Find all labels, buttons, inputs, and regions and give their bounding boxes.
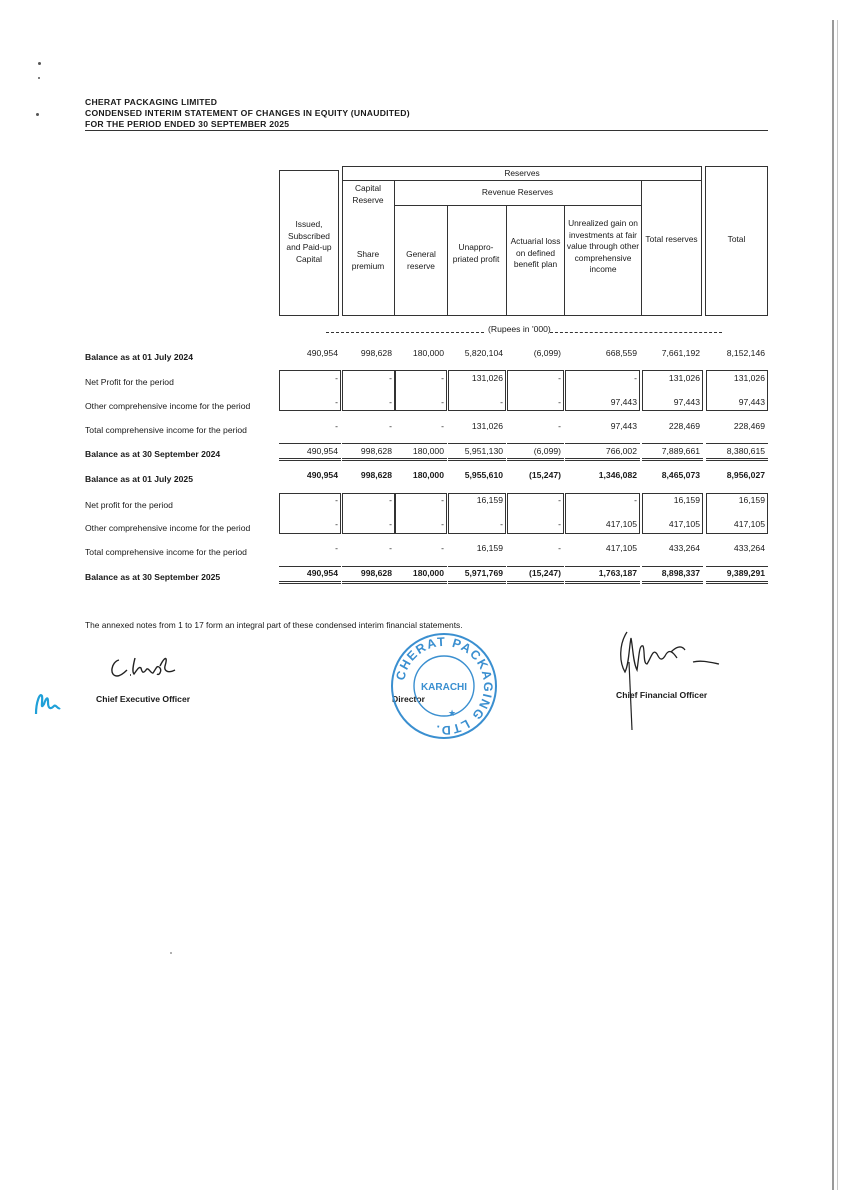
double-underline bbox=[342, 458, 395, 461]
table-cell: - bbox=[558, 519, 561, 529]
stamp-company: CHERAT PACKAGING LTD. bbox=[393, 634, 496, 738]
table-cell: 668,559 bbox=[605, 348, 637, 358]
table-cell: 8,152,146 bbox=[726, 348, 765, 358]
director-title: Director bbox=[392, 694, 425, 704]
header-rule bbox=[85, 130, 768, 131]
table-cell: 131,026 bbox=[668, 373, 700, 383]
table-cell: 998,628 bbox=[360, 348, 392, 358]
table-cell: - bbox=[389, 495, 392, 505]
col-divider bbox=[447, 205, 448, 316]
table-cell: - bbox=[558, 373, 561, 383]
header-revenue-reserves: Revenue Reserves bbox=[481, 187, 554, 197]
ceo-signature bbox=[105, 652, 180, 682]
double-underline bbox=[395, 458, 447, 461]
table-cell: 97,443 bbox=[610, 421, 637, 431]
subtotal-rule bbox=[279, 443, 341, 444]
table-cell: 998,628 bbox=[360, 446, 392, 456]
double-underline bbox=[342, 581, 395, 584]
table-cell: - bbox=[558, 495, 561, 505]
table-cell: - bbox=[441, 421, 444, 431]
table-cell: 490,954 bbox=[306, 348, 338, 358]
table-cell: 16,159 bbox=[476, 495, 503, 505]
col-header-paid-up-capital: Issued, Subscribed and Paid-up Capital bbox=[286, 219, 332, 264]
company-name: CHERAT PACKAGING LIMITED bbox=[85, 97, 218, 107]
table-cell: 180,000 bbox=[412, 446, 444, 456]
table-cell: 766,002 bbox=[605, 446, 637, 456]
annotation-mark bbox=[30, 688, 62, 720]
col-header-actuarial-loss: Actuarial loss on defined benefit plan bbox=[510, 236, 561, 269]
double-underline bbox=[395, 581, 447, 584]
table-cell: 97,443 bbox=[738, 397, 765, 407]
document-header bbox=[85, 97, 768, 130]
table-cell: 433,264 bbox=[668, 543, 700, 553]
table-cell: 433,264 bbox=[733, 543, 765, 553]
table-cell: - bbox=[335, 421, 338, 431]
units-dash-left bbox=[326, 332, 484, 333]
table-cell: 8,898,337 bbox=[661, 568, 700, 578]
double-underline bbox=[706, 458, 768, 461]
table-cell: 131,026 bbox=[471, 373, 503, 383]
col-header-total-reserves: Total reserves bbox=[645, 234, 698, 244]
table-cell: - bbox=[500, 397, 503, 407]
table-cell: - bbox=[500, 519, 503, 529]
row-label: Balance as at 30 September 2024 bbox=[85, 449, 221, 459]
table-cell: - bbox=[389, 421, 392, 431]
subtotal-rule bbox=[706, 566, 768, 567]
table-cell: 998,628 bbox=[360, 568, 392, 578]
col-divider bbox=[394, 180, 395, 316]
table-cell: 228,469 bbox=[733, 421, 765, 431]
subtotal-rule bbox=[642, 443, 703, 444]
table-cell: - bbox=[335, 519, 338, 529]
table-cell: - bbox=[441, 373, 444, 383]
table-cell: - bbox=[389, 373, 392, 383]
double-underline bbox=[706, 581, 768, 584]
table-cell: 7,889,661 bbox=[661, 446, 700, 456]
table-cell: - bbox=[441, 519, 444, 529]
row-label: Balance as at 01 July 2024 bbox=[85, 352, 193, 362]
table-cell: 8,380,615 bbox=[726, 446, 765, 456]
double-underline bbox=[565, 581, 640, 584]
table-cell: 417,105 bbox=[605, 519, 637, 529]
table-cell: - bbox=[441, 397, 444, 407]
table-cell: - bbox=[389, 397, 392, 407]
row-label: Total comprehensive income for the period bbox=[85, 547, 247, 557]
table-cell: 16,159 bbox=[476, 543, 503, 553]
table-cell: 16,159 bbox=[673, 495, 700, 505]
table-cell: - bbox=[634, 495, 637, 505]
page-edge-shadow bbox=[832, 20, 834, 1190]
double-underline bbox=[507, 458, 564, 461]
row-label: Other comprehensive income for the period bbox=[85, 523, 251, 533]
units-label: (Rupees in '000) bbox=[488, 324, 551, 334]
table-cell: 5,951,130 bbox=[464, 446, 503, 456]
row-label: Balance as at 30 September 2025 bbox=[85, 572, 221, 582]
table-cell: - bbox=[441, 495, 444, 505]
table-cell: - bbox=[558, 543, 561, 553]
table-cell: (15,247) bbox=[528, 568, 561, 578]
table-cell: 180,000 bbox=[412, 348, 444, 358]
table-cell: - bbox=[558, 421, 561, 431]
stamp-city: KARACHI bbox=[420, 682, 468, 693]
scan-speck bbox=[170, 952, 172, 954]
table-cell: - bbox=[441, 543, 444, 553]
table-cell: - bbox=[389, 543, 392, 553]
statement-title: CONDENSED INTERIM STATEMENT OF CHANGES IN EQUITY (UNAUDITED) bbox=[85, 108, 410, 118]
header-reserves: Reserves bbox=[504, 168, 540, 178]
col-header-unrealized-gain: Unrealized gain on investments at fair value through other comprehensive income bbox=[566, 218, 640, 274]
subtotal-rule bbox=[706, 443, 768, 444]
revenue-subrule bbox=[394, 205, 641, 206]
scan-speck bbox=[36, 113, 39, 116]
table-cell: - bbox=[335, 397, 338, 407]
table-cell: 5,971,769 bbox=[464, 568, 503, 578]
table-cell: 490,954 bbox=[306, 446, 338, 456]
row-label: Total comprehensive income for the period bbox=[85, 425, 247, 435]
subtotal-rule bbox=[642, 566, 703, 567]
table-cell: (15,247) bbox=[528, 470, 561, 480]
table-cell: 5,955,610 bbox=[464, 470, 503, 480]
col-header-share-premium: Share premium bbox=[351, 249, 385, 271]
statement-period: FOR THE PERIOD ENDED 30 SEPTEMBER 2025 bbox=[85, 119, 290, 129]
double-underline bbox=[279, 458, 341, 461]
table-cell: - bbox=[389, 519, 392, 529]
table-cell: 180,000 bbox=[412, 470, 444, 480]
table-cell: 97,443 bbox=[673, 397, 700, 407]
scan-speck bbox=[38, 77, 40, 79]
subtotal-rule bbox=[448, 566, 506, 567]
units-dash-right bbox=[550, 332, 722, 333]
table-cell: 490,954 bbox=[306, 470, 338, 480]
double-underline bbox=[642, 458, 703, 461]
reserves-subrule bbox=[342, 180, 702, 181]
table-cell: (6,099) bbox=[533, 348, 561, 358]
subtotal-rule bbox=[507, 443, 564, 444]
subtotal-rule bbox=[565, 566, 640, 567]
subtotal-rule bbox=[565, 443, 640, 444]
col-header-total: Total bbox=[727, 234, 746, 244]
table-cell: 417,105 bbox=[733, 519, 765, 529]
double-underline bbox=[565, 458, 640, 461]
table-cell: - bbox=[335, 543, 338, 553]
page-edge-shadow-2 bbox=[837, 20, 838, 1190]
table-cell: 97,443 bbox=[610, 397, 637, 407]
subtotal-rule bbox=[342, 443, 395, 444]
subtotal-rule bbox=[279, 566, 341, 567]
table-cell: 131,026 bbox=[471, 421, 503, 431]
ceo-title: Chief Executive Officer bbox=[96, 694, 191, 704]
company-stamp bbox=[388, 630, 500, 742]
double-underline bbox=[448, 581, 506, 584]
table-cell: - bbox=[335, 495, 338, 505]
header-capital-reserve: Capital Reserve bbox=[352, 183, 384, 205]
table-cell: 417,105 bbox=[605, 543, 637, 553]
table-cell: 16,159 bbox=[738, 495, 765, 505]
scan-speck bbox=[38, 62, 41, 65]
cfo-title: Chief Financial Officer bbox=[616, 690, 708, 700]
table-cell: 490,954 bbox=[306, 568, 338, 578]
row-label: Balance as at 01 July 2025 bbox=[85, 474, 193, 484]
col-header-unappropriated-profit: Unappro- priated profit bbox=[452, 242, 500, 264]
subtotal-rule bbox=[448, 443, 506, 444]
table-cell: - bbox=[558, 397, 561, 407]
double-underline bbox=[279, 581, 341, 584]
subtotal-rule bbox=[395, 566, 447, 567]
table-cell: 9,389,291 bbox=[726, 568, 765, 578]
row-label: Net Profit for the period bbox=[85, 377, 174, 387]
table-cell: 8,465,073 bbox=[661, 470, 700, 480]
table-cell: 228,469 bbox=[668, 421, 700, 431]
double-underline bbox=[448, 458, 506, 461]
table-cell: 417,105 bbox=[668, 519, 700, 529]
table-cell: 1,346,082 bbox=[598, 470, 637, 480]
double-underline bbox=[642, 581, 703, 584]
table-cell: - bbox=[335, 373, 338, 383]
cfo-signature bbox=[605, 618, 725, 738]
table-cell: 7,661,192 bbox=[661, 348, 700, 358]
table-cell: 998,628 bbox=[360, 470, 392, 480]
row-label: Other comprehensive income for the period bbox=[85, 401, 251, 411]
notes-statement: The annexed notes from 1 to 17 form an integral part of these condensed interim financial statements. bbox=[85, 620, 463, 630]
double-underline bbox=[507, 581, 564, 584]
col-divider bbox=[641, 180, 642, 316]
stamp-star-icon: ★ bbox=[447, 709, 457, 719]
table-cell: 5,820,104 bbox=[464, 348, 503, 358]
table-cell: 1,763,187 bbox=[598, 568, 637, 578]
subtotal-rule bbox=[342, 566, 395, 567]
table-cell: 131,026 bbox=[733, 373, 765, 383]
table-cell: (6,099) bbox=[533, 446, 561, 456]
row-label: Net profit for the period bbox=[85, 500, 173, 510]
subtotal-rule bbox=[507, 566, 564, 567]
table-cell: 8,956,027 bbox=[726, 470, 765, 480]
table-cell: 180,000 bbox=[412, 568, 444, 578]
table-cell: - bbox=[634, 373, 637, 383]
subtotal-rule bbox=[395, 443, 447, 444]
col-header-general-reserve: General reserve bbox=[406, 249, 436, 271]
